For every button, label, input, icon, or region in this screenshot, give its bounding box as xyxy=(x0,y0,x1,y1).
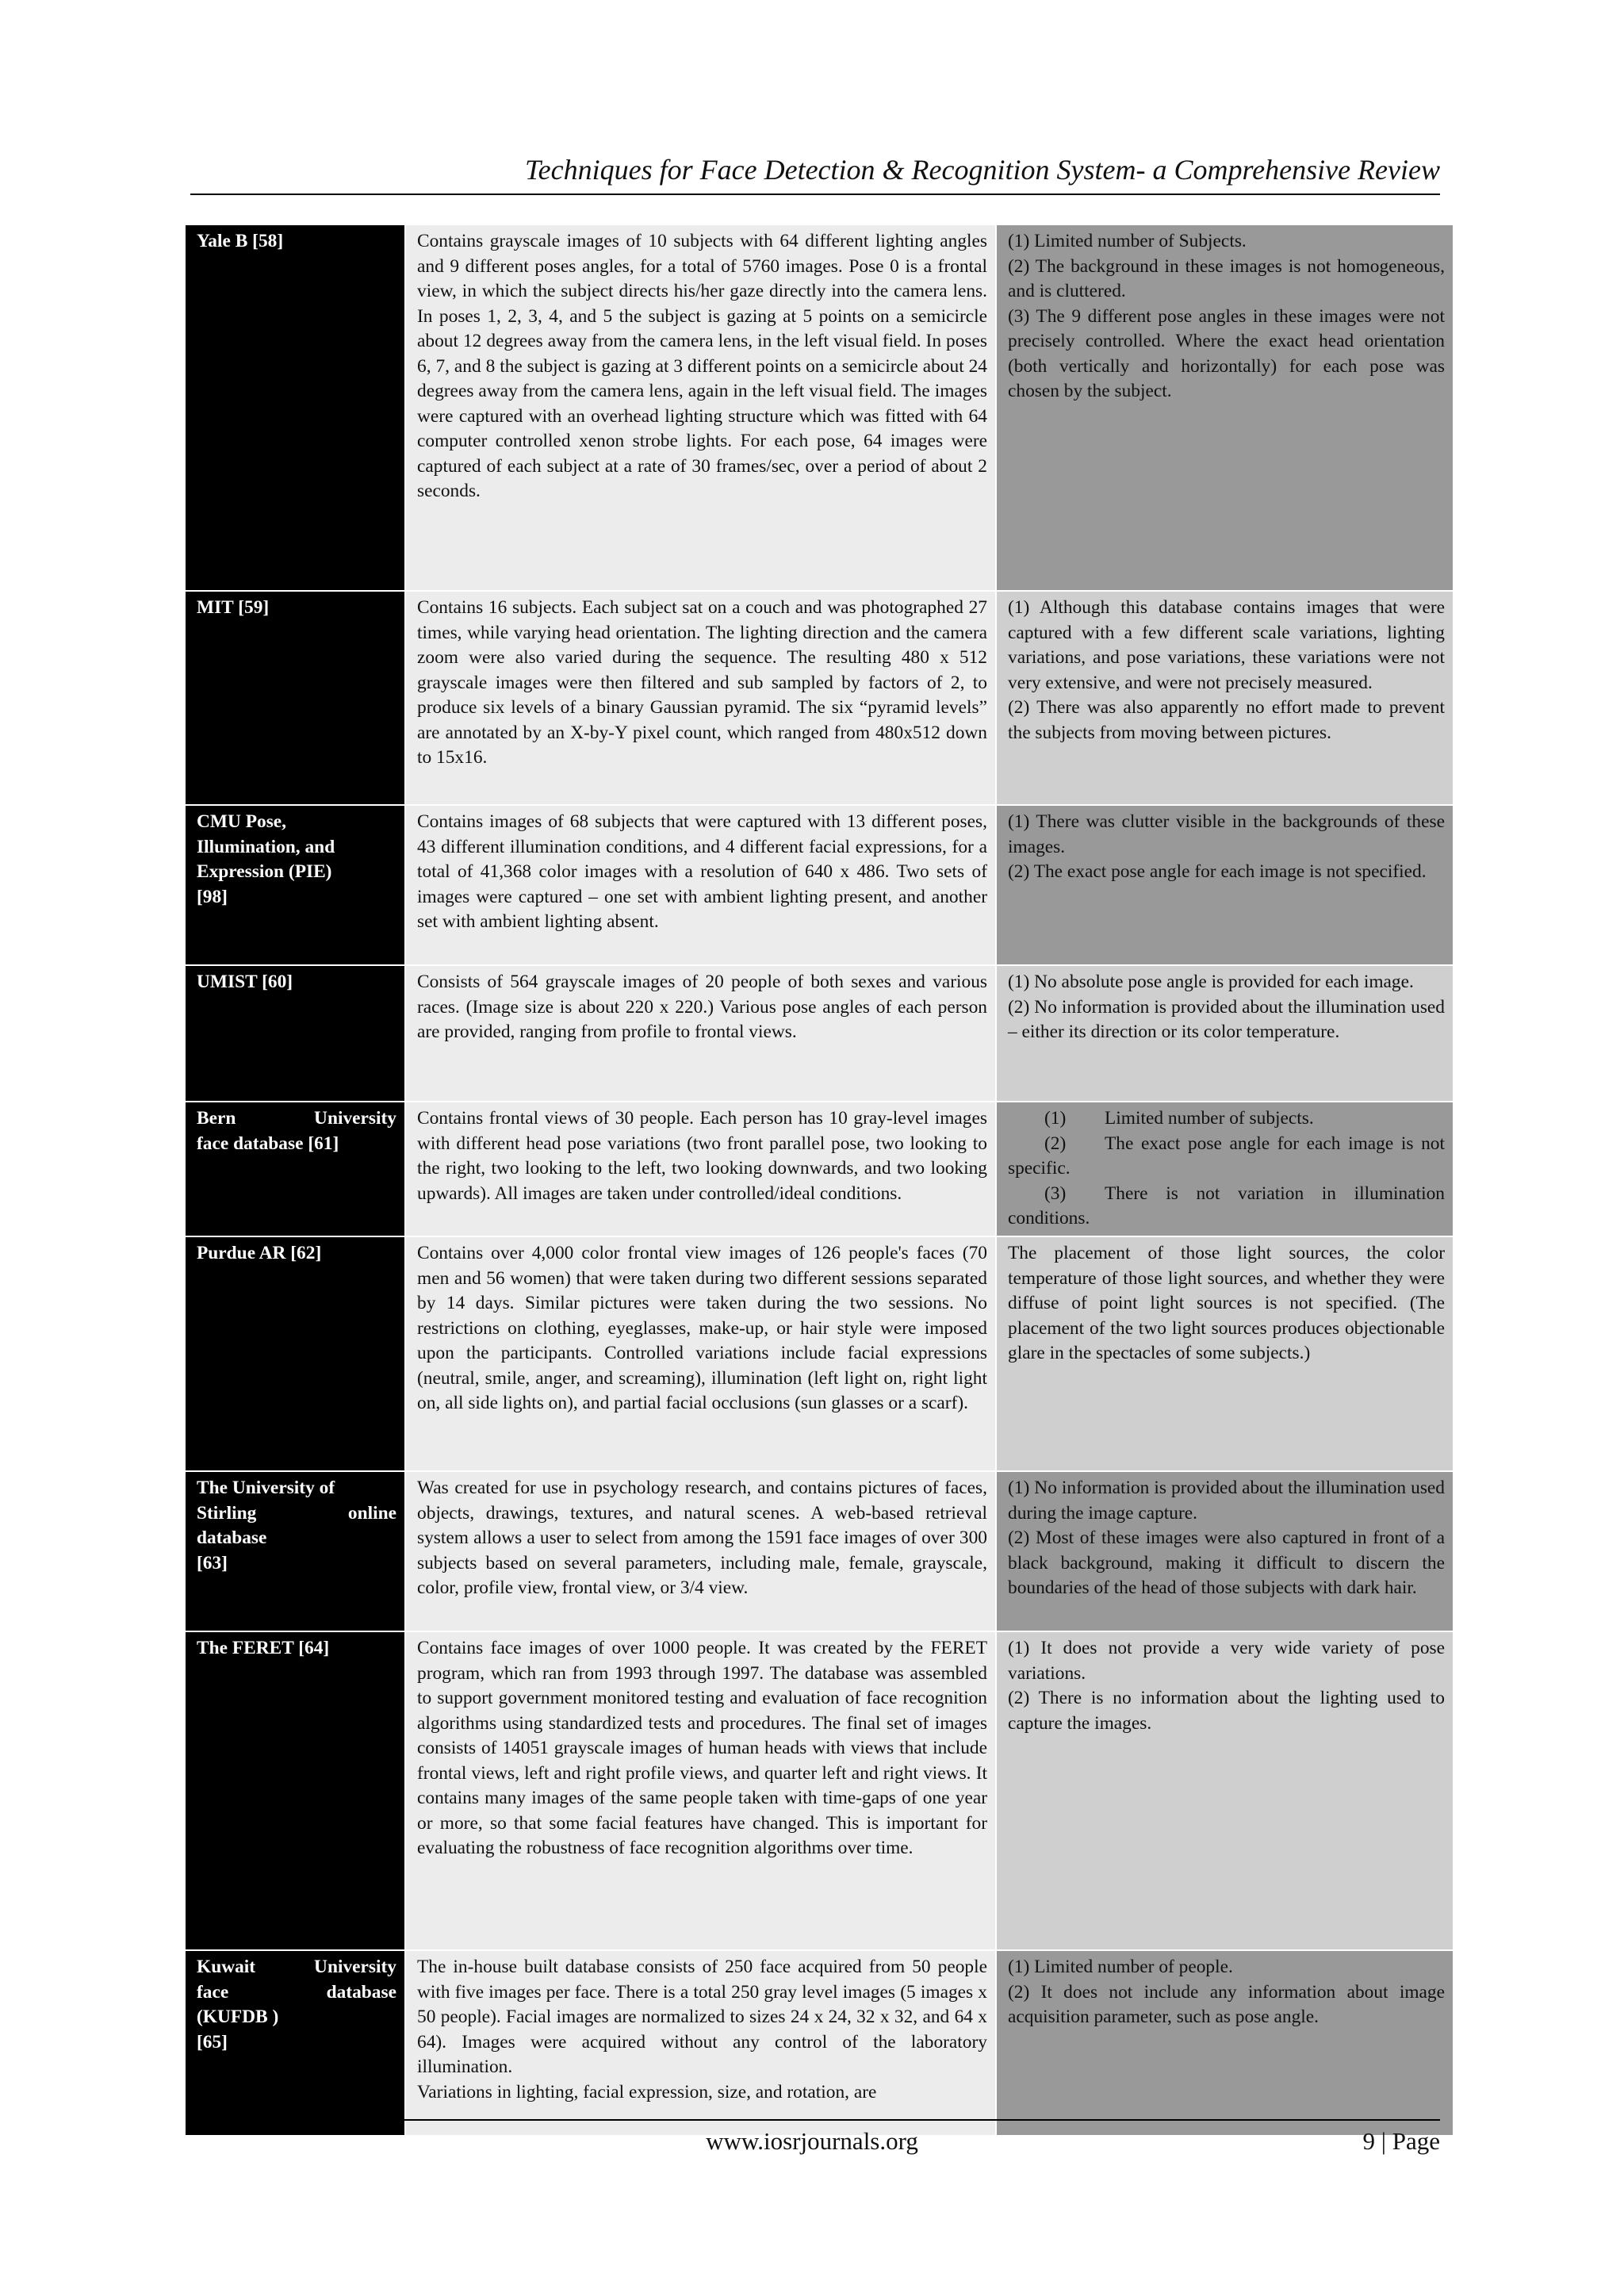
database-name: MIT [59] xyxy=(197,597,270,618)
limitations-cell xyxy=(996,1631,1454,1950)
database-table xyxy=(184,224,1454,2137)
description-cell: Was created for use in psychology research, and contains pictures of faces, objects, drawings, textures, and natural scenes. A web-based retrieval system allows a user to select from among the 1591 face images of over 300 subjects based on several parameters, including male, female, grayscale, color, profile view, frontal view, or 3/4 view. xyxy=(405,1471,996,1631)
description-text: Variations in lighting, facial expression, size, and rotation, are xyxy=(417,2081,877,2102)
database-name: [98] xyxy=(197,886,228,907)
database-name: Yale B [58] xyxy=(197,231,284,251)
database-name: The University of xyxy=(197,1478,335,1498)
limitations-cell xyxy=(996,805,1454,965)
database-name: Expression (PIE) xyxy=(197,861,332,882)
table-row xyxy=(185,1471,1454,1631)
description-cell: Contains frontal views of 30 people. Each person has 10 gray-level images with different head pose variations (two front parallel pose, two looking to the right, two looking to the left, two looking downwards, and two looking upwards). All images are taken under controlled/ideal conditions. xyxy=(405,1102,996,1236)
limitation-item: (2) There was also apparently no effort made to prevent the subjects from moving between pictures. xyxy=(1008,697,1445,743)
limitation-item: (2) Most of these images were also captured in front of a black background, making it difficult to discern the boundaries of the head of those subjects with dark hair. xyxy=(1008,1527,1445,1598)
limitation-item: (2) The exact pose angle for each image is not specified. xyxy=(1008,861,1427,882)
limitation-item: (1) Limited number of subjects. xyxy=(1044,1108,1314,1129)
database-name: Kuwait University xyxy=(197,1957,396,1977)
description-cell: Contains over 4,000 color frontal view images of 126 people's faces (70 men and 56 women) that were taken during two different sessions separated by 14 days. Similar pictures were taken during the two sessions. No restrictions on clothing, eyeglasses, make-up, or hair style were imposed upon the participants. Controlled variations include facial expressions (neutral, smile, anger, and screaming), illumination (left light on, right light on, all side lights on), and partial facial occlusions (sun glasses or a scarf). xyxy=(405,1236,996,1471)
limitation-item: (2) The exact pose angle for each image is not specific. xyxy=(1008,1133,1445,1179)
limitation-item: (3) There is not variation in illumination conditions. xyxy=(1008,1182,1445,1228)
limitations-cell xyxy=(996,1471,1454,1631)
limitation-item: (2) No information is provided about the illumination used – either its direction or its color temperature. xyxy=(1008,996,1445,1042)
database-name: [65] xyxy=(197,2031,228,2053)
database-name: database xyxy=(197,1527,267,1548)
database-name: [63] xyxy=(197,1552,228,1573)
limitation-item: (3) The 9 different pose angles in these images were not precisely controlled. Where the exact head orientation (both vertically and horizontally) for each pose was chosen by the subject. xyxy=(1008,305,1445,401)
limitation-item: (1) It does not provide a very wide variety of pose variations. xyxy=(1008,1638,1445,1684)
table-row xyxy=(185,1950,1454,2136)
limitation-item: (1) There was clutter visible in the backgrounds of these images. xyxy=(1008,811,1445,857)
table-row xyxy=(185,1631,1454,1950)
limitation-item: (1) Limited number of people. xyxy=(1008,1957,1233,1977)
database-name-cell xyxy=(185,591,405,805)
header-rule xyxy=(190,194,1440,195)
database-name-cell xyxy=(185,805,405,965)
footer-journal-url: www.iosrjournals.org xyxy=(706,2127,918,2155)
limitations-cell xyxy=(996,224,1454,591)
limitation-item: (2) There is no information about the lighting used to capture the images. xyxy=(1008,1688,1445,1734)
limitations-cell xyxy=(996,1102,1454,1236)
database-name-cell xyxy=(185,224,405,591)
limitation-item: (1) No absolute pose angle is provided for each image. xyxy=(1008,972,1414,992)
database-name: Illumination, and xyxy=(197,836,335,857)
description-cell: Consists of 564 grayscale images of 20 people of both sexes and various races. (Image size is about 220 x 220.) Various pose angles of each person are provided, ranging from profile to frontal views. xyxy=(405,965,996,1102)
running-header-title: Techniques for Face Detection & Recognition System- a Comprehensive Review xyxy=(524,154,1440,186)
table-row xyxy=(185,591,1454,805)
database-name: face database [61] xyxy=(197,1133,339,1154)
footer-page-number: 9 | Page xyxy=(1362,2127,1440,2155)
table-row xyxy=(185,1236,1454,1471)
database-name: Purdue AR [62] xyxy=(197,1243,322,1263)
database-name: (KUFDB ) xyxy=(197,2007,279,2027)
database-name: CMU Pose, xyxy=(197,811,287,832)
table-row xyxy=(185,805,1454,965)
limitations-cell xyxy=(996,1950,1454,2136)
database-name-cell xyxy=(185,1236,405,1471)
limitations-cell xyxy=(996,1236,1454,1471)
database-name-cell xyxy=(185,1631,405,1950)
table-row xyxy=(185,1102,1454,1236)
database-name-cell xyxy=(185,965,405,1102)
limitations-cell xyxy=(996,965,1454,1102)
database-name: Bern University xyxy=(197,1108,396,1129)
footer-rule xyxy=(190,2119,1440,2121)
description-cell: Contains 16 subjects. Each subject sat on a couch and was photographed 27 times, while varying head orientation. The lighting direction and the camera zoom were also varied during the sequence. The resulting 480 x 512 grayscale images were then filtered and sub sampled by factors of 2, to produce six levels of a binary Gaussian pyramid. The six “pyramid levels” are annotated by an X-by-Y pixel count, which ranged from 480x512 down to 15x16. xyxy=(405,591,996,805)
description-cell: Contains images of 68 subjects that were captured with 13 different poses, 43 different illumination conditions, and 4 different facial expressions, for a total of 41,368 color images with a resolution of 640 x 486. Two sets of images were captured – one set with ambient lighting present, and another set with ambient lighting absent. xyxy=(405,805,996,965)
limitation-item: (1) No information is provided about the illumination used during the image capture. xyxy=(1008,1478,1445,1524)
database-name: The FERET [64] xyxy=(197,1638,330,1658)
database-name: UMIST [60] xyxy=(197,972,293,992)
description-cell: Contains face images of over 1000 people. It was created by the FERET program, which ran from 1993 through 1997. The database was assembled to support government monitored testing and evaluation of face recognition algorithms using standardized tests and procedures. The final set of images consists of 14051 grayscale images of human heads with views that include frontal views, left and right profile views, and quarter left and right views. It contains many images of the same people taken with time-gaps of one year or more, so that some facial features have changed. This is important for evaluating the robustness of face recognition algorithms over time. xyxy=(405,1631,996,1950)
description-cell xyxy=(405,1950,996,2136)
database-name-cell xyxy=(185,1950,405,2136)
limitations-cell xyxy=(996,591,1454,805)
database-name: Stirling online xyxy=(197,1502,396,1524)
table-row xyxy=(185,965,1454,1102)
table-row xyxy=(185,224,1454,591)
limitation-item: (2) The background in these images is not homogeneous, and is cluttered. xyxy=(1008,255,1445,301)
database-name: face database xyxy=(197,1981,396,2003)
limitation-item: (1) Limited number of Subjects. xyxy=(1008,231,1247,251)
limitation-item: (1) Although this database contains images that were captured with a few different scale variations, lighting variations, and pose variations, these variations were not very extensive, and were not precisely measured. xyxy=(1008,597,1445,693)
limitation-item: The placement of those light sources, the color temperature of those light sources, and whether they were diffuse of point light sources is not specified. (The placement of the two light sources produces objectionable glare in the spectacles of some subjects.) xyxy=(1008,1243,1445,1363)
description-text: The in-house built database consists of 250 face acquired from 50 people with five images per face. There is a total 250 gray level images (5 images x 50 people). Facial images are normalized to sizes 24 x 24, 32 x 32, and 64 x 64). Images were acquired without any control of the laboratory illumination. xyxy=(417,1957,987,2077)
description-cell: Contains grayscale images of 10 subjects with 64 different lighting angles and 9 different poses angles, for a total of 5760 images. Pose 0 is a frontal view, in which the subject directs his/her gaze directly into the camera lens. In poses 1, 2, 3, 4, and 5 the subject is gazing at 5 points on a semicircle about 12 degrees away from the camera lens, in the left visual field. In poses 6, 7, and 8 the subject is gazing at 3 different points on a semicircle about 24 degrees away from the camera lens, again in the left visual field. The images were captured with an overhead lighting structure which was fitted with 64 computer controlled xenon strobe lights. For each pose, 64 images were captured of each subject at a rate of 30 frames/sec, over a period of about 2 seconds. xyxy=(405,224,996,591)
limitation-item: (2) It does not include any information about image acquisition parameter, such as pose angle. xyxy=(1008,1981,1445,2027)
database-name-cell xyxy=(185,1102,405,1236)
database-name-cell xyxy=(185,1471,405,1631)
